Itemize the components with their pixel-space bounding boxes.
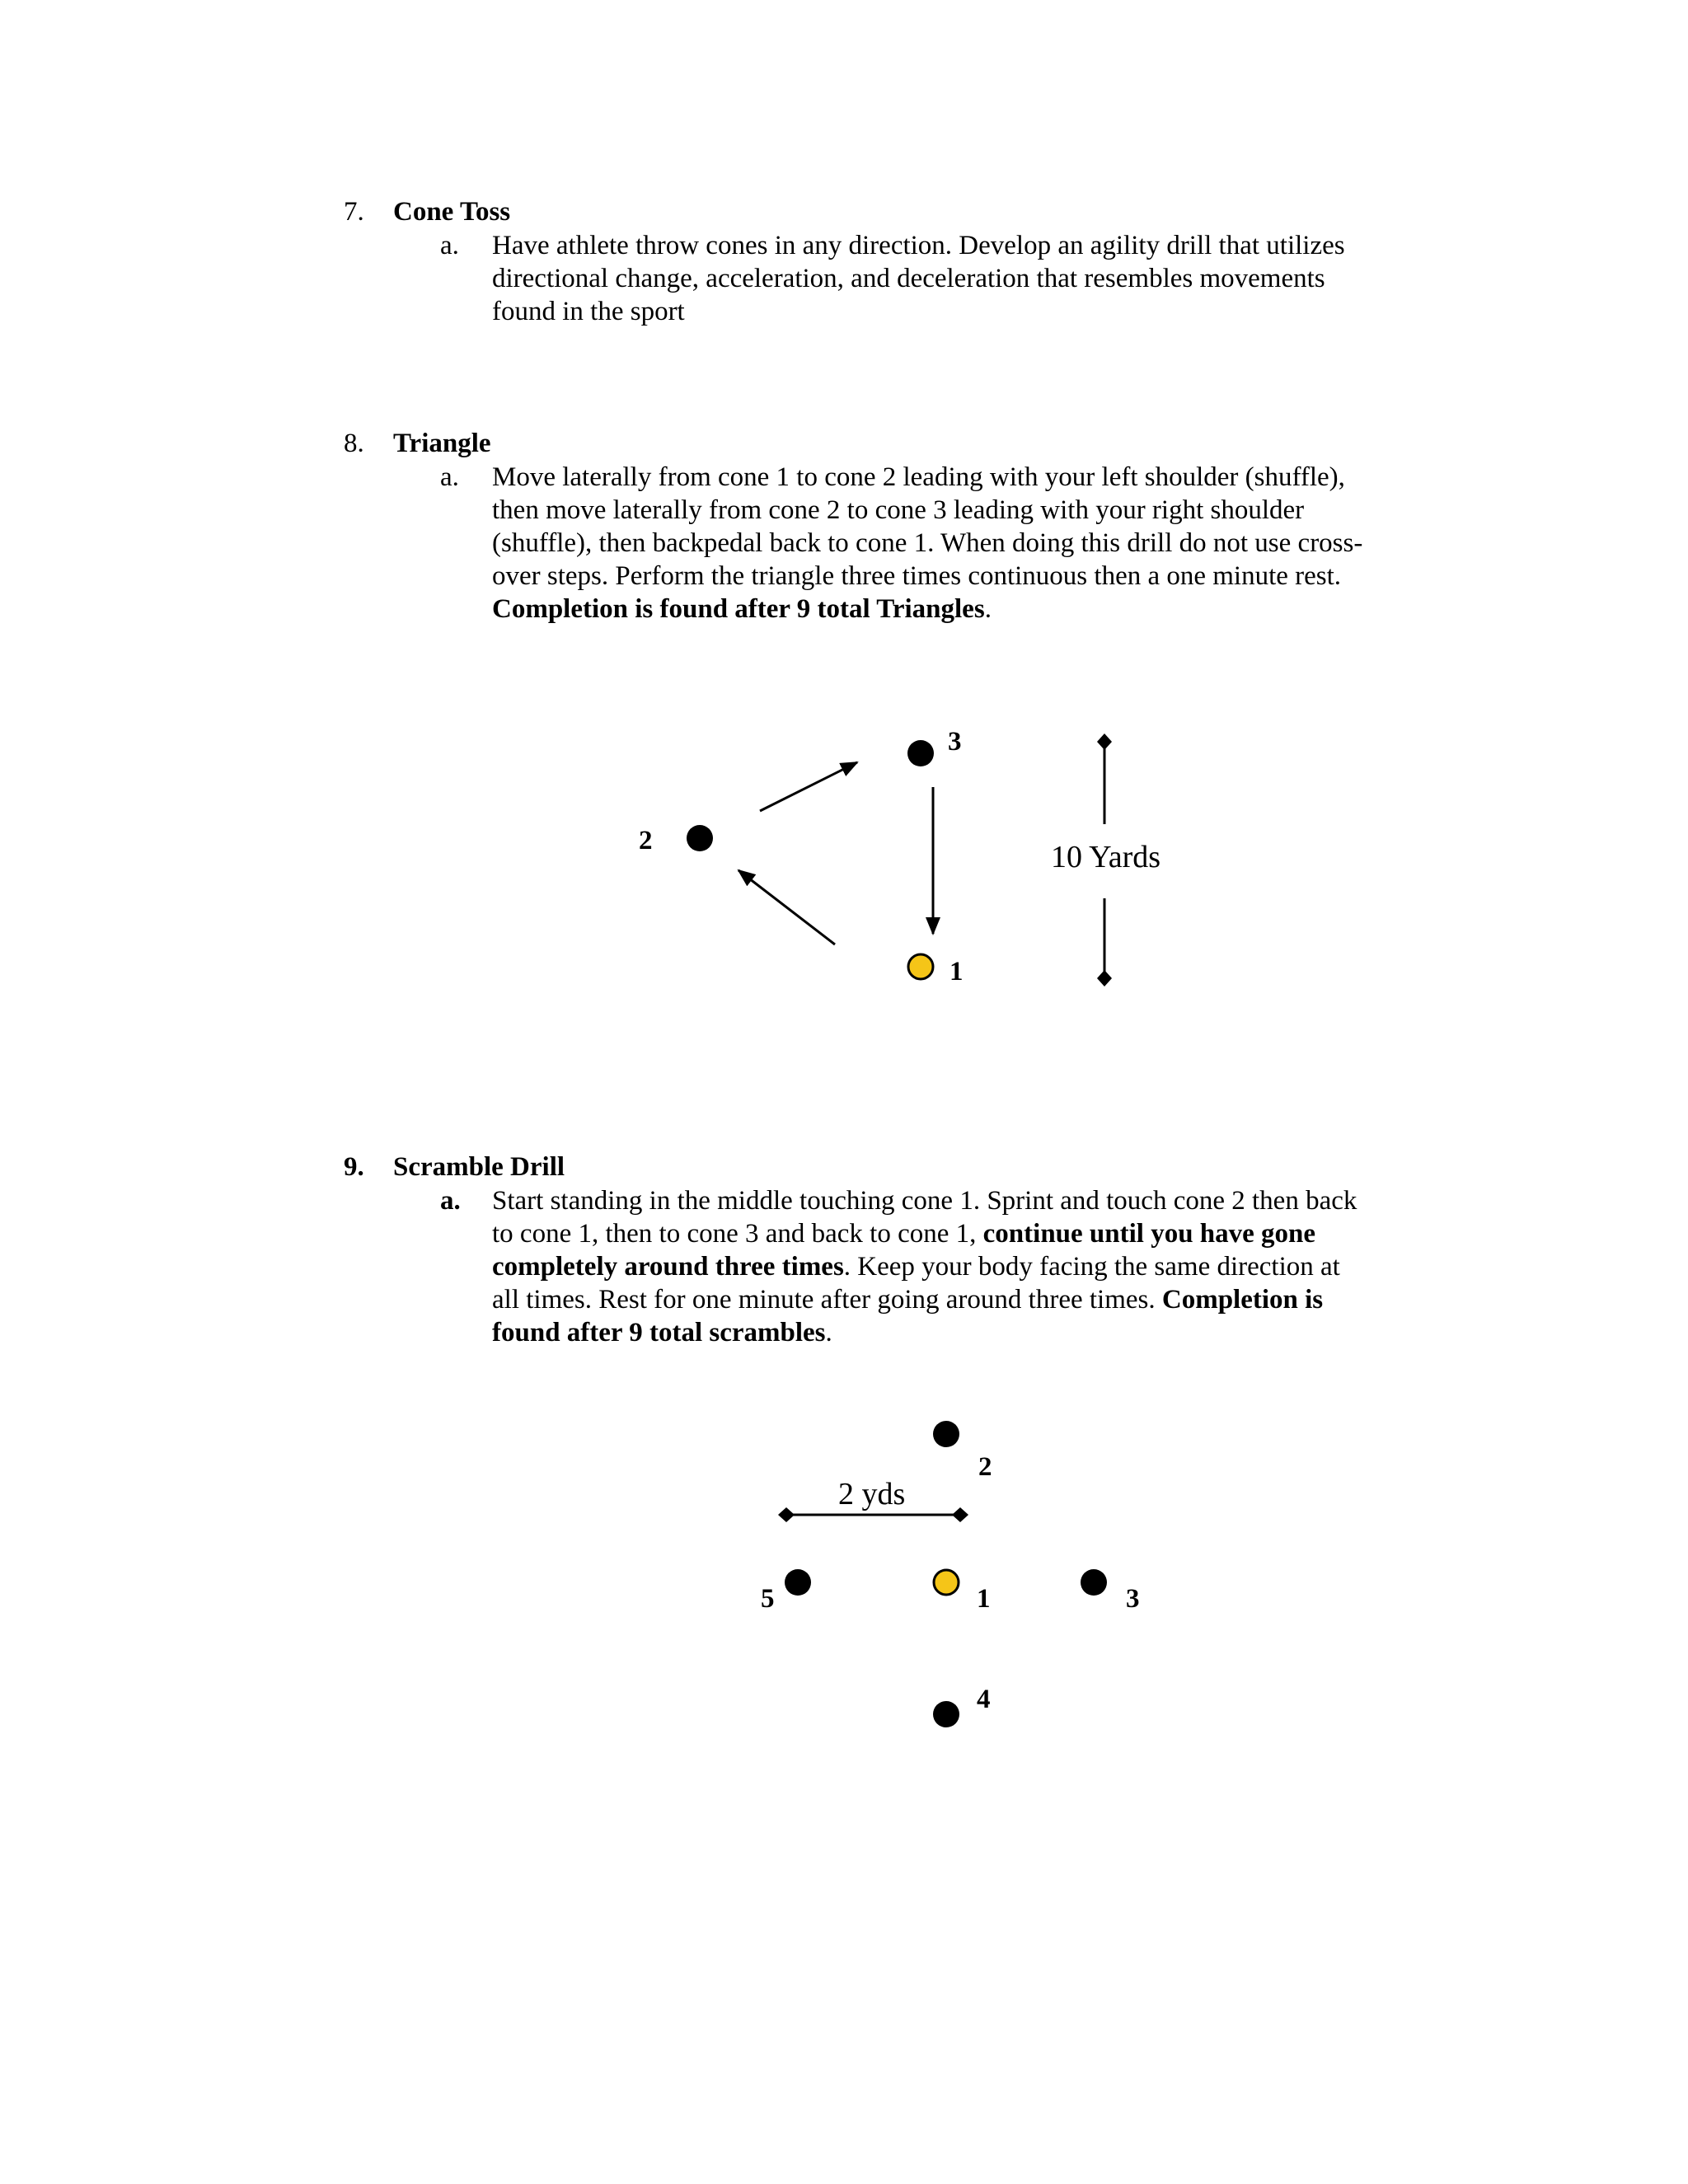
scramble-cone-1-start — [934, 1570, 959, 1595]
text-run: all times. Rest for one minute after going around three times. — [492, 1285, 1162, 1315]
bold-text-run: Completion is — [1161, 1285, 1324, 1315]
text-run: to cone 1, then to cone 3 and back to cone 1, — [492, 1219, 983, 1249]
scramble-label-5: 5 — [761, 1584, 775, 1614]
text-run: Move laterally from cone 1 to cone 2 leading with your left shoulder (shuffle), — [492, 462, 1345, 492]
item-title: Scramble Drill — [393, 1152, 565, 1182]
bold-text-run: completely around three times — [492, 1252, 844, 1282]
scramble-cone-3 — [1081, 1569, 1107, 1596]
item-title: Triangle — [393, 429, 491, 458]
text-run: directional change, acceleration, and deceleration that resembles movements — [492, 264, 1325, 293]
scramble-label-2: 2 — [978, 1452, 992, 1482]
sub-item-letter: a. — [440, 462, 459, 492]
sub-item-letter: a. — [440, 231, 459, 260]
item-number: 8. — [344, 429, 364, 458]
scramble-label-4: 4 — [977, 1685, 991, 1714]
text-run: . — [984, 594, 992, 624]
item-title: Cone Toss — [393, 197, 511, 227]
text-run: . — [825, 1318, 832, 1347]
text-run: Have athlete throw cones in any direction. Develop an agility drill that utilizes — [492, 231, 1345, 260]
bold-text-run: found after 9 total scrambles — [492, 1318, 826, 1347]
scramble-label-3: 3 — [1126, 1584, 1140, 1614]
text-run: over steps. Perform the triangle three times continuous then a one minute rest. — [492, 561, 1342, 591]
bold-text-run: Completion is found after 9 total Triangles — [492, 594, 985, 624]
text-run: (shuffle), then backpedal back to cone 1. When doing this drill do not use cross- — [492, 528, 1363, 558]
sub-item-letter: a. — [440, 1186, 461, 1216]
scramble-label-1: 1 — [977, 1584, 991, 1614]
item-number: 9. — [344, 1152, 364, 1182]
dimension-tick-right — [952, 1507, 968, 1522]
scramble-cone-5 — [785, 1569, 811, 1596]
text-run: found in the sport — [492, 297, 685, 326]
scramble-cone-4 — [933, 1701, 959, 1727]
triangle-label-1: 1 — [950, 957, 964, 987]
scramble-cone-2 — [933, 1421, 959, 1447]
dimension-tick-left — [778, 1507, 795, 1522]
text-run: then move laterally from cone 2 to cone 3 leading with your right shoulder — [492, 495, 1305, 525]
distance-label: 2 yds — [838, 1477, 906, 1511]
item-number: 7. — [344, 197, 364, 227]
text-run: . Keep your body facing the same direction at — [843, 1252, 1340, 1282]
triangle-label-2: 2 — [639, 826, 653, 855]
text-run: Start standing in the middle touching cone 1. Sprint and touch cone 2 then back — [492, 1186, 1357, 1216]
bold-text-run: continue until you have gone — [982, 1219, 1316, 1249]
triangle-label-3: 3 — [948, 727, 962, 757]
distance-label: 10 Yards — [1051, 840, 1161, 874]
